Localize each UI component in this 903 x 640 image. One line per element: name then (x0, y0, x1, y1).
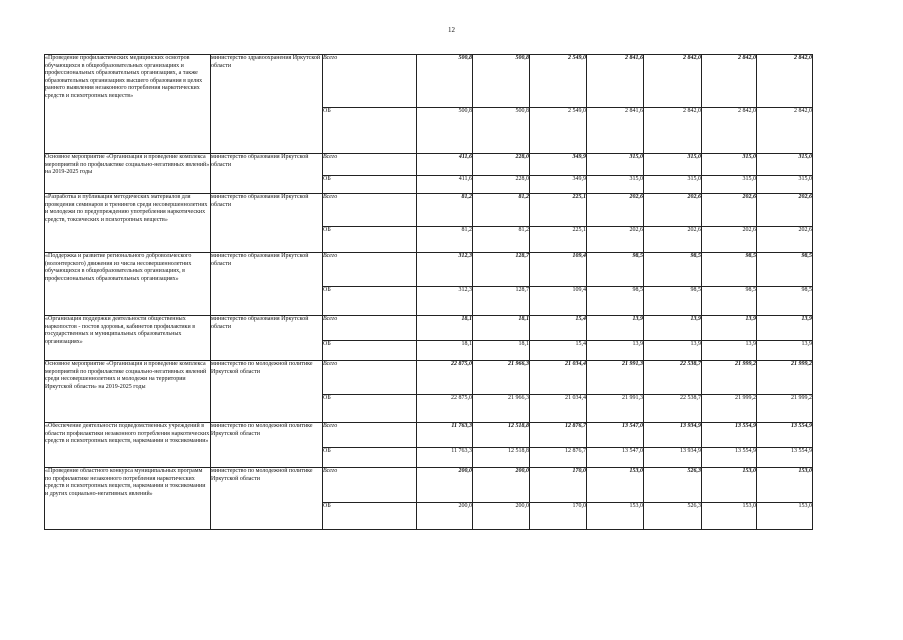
total-value-cell: 11 763,3 (417, 423, 473, 448)
ob-value-cell: 202,6 (702, 227, 757, 253)
ob-value-cell: 228,0 (473, 176, 530, 194)
funding-source-total: Всего (323, 194, 417, 227)
budget-table (44, 54, 813, 530)
ob-value-cell: 98,5 (757, 287, 813, 316)
total-value-cell: 225,1 (530, 194, 587, 227)
ob-value-cell: 81,2 (473, 227, 530, 253)
total-value-cell: 13,9 (702, 316, 757, 341)
ob-value-cell: 200,0 (417, 503, 473, 530)
ob-value-cell: 202,6 (757, 227, 813, 253)
ob-value-cell: 153,0 (757, 503, 813, 530)
funding-source-total: Всего (323, 316, 417, 341)
ob-value-cell: 170,0 (530, 503, 587, 530)
ob-value-cell: 11 763,3 (417, 448, 473, 468)
ob-value-cell: 12 876,7 (530, 448, 587, 468)
total-value-cell: 202,6 (587, 194, 644, 227)
ob-value-cell: 13 554,9 (702, 448, 757, 468)
ob-value-cell: 21 966,3 (473, 395, 530, 423)
responsible-executor: министерство образования Иркутской области (211, 316, 323, 361)
ob-value-cell: 315,0 (587, 176, 644, 194)
page-number: 12 (448, 26, 455, 34)
table-row (45, 253, 813, 287)
total-value-cell: 21 966,3 (473, 361, 530, 395)
total-value-cell: 411,6 (417, 154, 473, 176)
measure-name: Основное мероприятие «Организация и проведение комплекса мероприятий по профилактике социально-негативных явлений» на 2019-2025 годы (45, 154, 211, 194)
total-value-cell: 500,8 (473, 55, 530, 108)
total-value-cell: 200,0 (473, 468, 530, 503)
funding-source-ob: ОБ (323, 448, 417, 468)
measure-name: «Проведение областного конкурса муниципальных программ по профилактике незаконного потребления наркотических средств и психотропных веществ, наркомании и токсикомании и других социально-негативных явлений» (45, 468, 211, 530)
total-value-cell: 200,0 (417, 468, 473, 503)
ob-value-cell: 315,0 (757, 176, 813, 194)
total-value-cell: 2 549,0 (530, 55, 587, 108)
ob-value-cell: 21 999,2 (702, 395, 757, 423)
ob-value-cell: 312,3 (417, 287, 473, 316)
table-row (45, 194, 813, 227)
total-value-cell: 12 518,8 (473, 423, 530, 448)
ob-value-cell: 21 991,3 (587, 395, 644, 423)
funding-source-total: Всего (323, 468, 417, 503)
total-value-cell: 153,0 (702, 468, 757, 503)
total-value-cell: 81,2 (417, 194, 473, 227)
ob-value-cell: 22 875,0 (417, 395, 473, 423)
total-value-cell: 13 934,9 (644, 423, 702, 448)
total-value-cell: 98,5 (644, 253, 702, 287)
table-row (45, 154, 813, 176)
funding-source-total: Всего (323, 253, 417, 287)
table-row (45, 361, 813, 395)
ob-value-cell: 202,6 (587, 227, 644, 253)
measure-name: «Поддержка и развитие регионального добровольческого (волонтерского) движения из числа несовершеннолетних обучающихся в общеобразовательных организациях, в профессиональных образовательных организациях» (45, 253, 211, 316)
ob-value-cell: 13 554,9 (757, 448, 813, 468)
funding-source-ob: ОБ (323, 227, 417, 253)
funding-source-total: Всего (323, 361, 417, 395)
responsible-executor: министерство образования Иркутской области (211, 194, 323, 253)
total-value-cell: 12 876,7 (530, 423, 587, 448)
ob-value-cell: 21 999,2 (757, 395, 813, 423)
ob-value-cell: 202,6 (644, 227, 702, 253)
total-value-cell: 153,0 (587, 468, 644, 503)
funding-source-ob: ОБ (323, 108, 417, 154)
total-value-cell: 98,5 (757, 253, 813, 287)
total-value-cell: 13 554,9 (757, 423, 813, 448)
ob-value-cell: 13,9 (587, 341, 644, 361)
total-value-cell: 15,4 (530, 316, 587, 341)
ob-value-cell: 2 549,0 (530, 108, 587, 154)
total-value-cell: 13,9 (757, 316, 813, 341)
total-value-cell: 315,0 (644, 154, 702, 176)
ob-value-cell: 411,6 (417, 176, 473, 194)
ob-value-cell: 13,9 (644, 341, 702, 361)
total-value-cell: 153,0 (757, 468, 813, 503)
ob-value-cell: 153,0 (587, 503, 644, 530)
total-value-cell: 21 999,2 (757, 361, 813, 395)
ob-value-cell: 349,9 (530, 176, 587, 194)
total-value-cell: 13 554,9 (702, 423, 757, 448)
responsible-executor: министерство образования Иркутской области (211, 253, 323, 316)
measure-name: Основное мероприятие «Организация и проведение комплекса мероприятий по профилактике социально-негативных явлений среди несовершеннолетних и молодежи на территории Иркутской области» на 2019-2025 годы (45, 361, 211, 423)
ob-value-cell: 12 518,8 (473, 448, 530, 468)
total-value-cell: 109,4 (530, 253, 587, 287)
responsible-executor: министерство по молодежной политике Иркутской области (211, 361, 323, 423)
total-value-cell: 228,0 (473, 154, 530, 176)
total-value-cell: 315,0 (702, 154, 757, 176)
ob-value-cell: 526,3 (644, 503, 702, 530)
ob-value-cell: 22 538,7 (644, 395, 702, 423)
ob-value-cell: 13 547,0 (587, 448, 644, 468)
funding-source-total: Всего (323, 55, 417, 108)
measure-name: «Обеспечение деятельности подведомственных учреждений в области профилактики незаконного потребления наркотических средств и психотропных веществ, наркомании и токсикомании» (45, 423, 211, 468)
ob-value-cell: 225,1 (530, 227, 587, 253)
ob-value-cell: 500,8 (417, 108, 473, 154)
funding-source-ob: ОБ (323, 176, 417, 194)
total-value-cell: 21 991,3 (587, 361, 644, 395)
ob-value-cell: 18,1 (473, 341, 530, 361)
measure-name: «Проведение профилактических медицинских осмотров обучающихся в общеобразовательных организациях и профессиональных образовательных организациях, а также образовательных организациях высшего образования в целях раннего выявления незаконного потребления наркотических средств и психотропных веществ» (45, 55, 211, 154)
ob-value-cell: 81,2 (417, 227, 473, 253)
ob-value-cell: 315,0 (644, 176, 702, 194)
total-value-cell: 128,7 (473, 253, 530, 287)
ob-value-cell: 200,0 (473, 503, 530, 530)
ob-value-cell: 2 841,6 (587, 108, 644, 154)
table-row (45, 55, 813, 108)
ob-value-cell: 13,9 (702, 341, 757, 361)
total-value-cell: 315,0 (757, 154, 813, 176)
table-row (45, 316, 813, 341)
ob-value-cell: 2 842,0 (757, 108, 813, 154)
total-value-cell: 315,0 (587, 154, 644, 176)
ob-value-cell: 109,4 (530, 287, 587, 316)
funding-source-ob: ОБ (323, 287, 417, 316)
total-value-cell: 18,1 (417, 316, 473, 341)
ob-value-cell: 98,5 (702, 287, 757, 316)
responsible-executor: министерство по молодежной политике Иркутской области (211, 468, 323, 530)
total-value-cell: 22 875,0 (417, 361, 473, 395)
total-value-cell: 202,6 (757, 194, 813, 227)
ob-value-cell: 500,8 (473, 108, 530, 154)
total-value-cell: 2 842,0 (757, 55, 813, 108)
ob-value-cell: 2 842,0 (702, 108, 757, 154)
responsible-executor: министерство по молодежной политике Иркутской области (211, 423, 323, 468)
total-value-cell: 202,6 (702, 194, 757, 227)
funding-source-ob: ОБ (323, 395, 417, 423)
ob-value-cell: 153,0 (702, 503, 757, 530)
total-value-cell: 526,3 (644, 468, 702, 503)
measure-name: «Разработка и публикация методических материалов для проведения семинаров и тренингов среди несовершеннолетних и молодежи по предупреждению употребления наркотических средств, токсических и психотропных веществ» (45, 194, 211, 253)
total-value-cell: 2 842,0 (644, 55, 702, 108)
table-row (45, 468, 813, 503)
funding-source-total: Всего (323, 154, 417, 176)
ob-value-cell: 315,0 (702, 176, 757, 194)
ob-value-cell: 21 034,4 (530, 395, 587, 423)
table-row (45, 423, 813, 448)
funding-source-total: Всего (323, 423, 417, 448)
total-value-cell: 170,0 (530, 468, 587, 503)
ob-value-cell: 15,4 (530, 341, 587, 361)
total-value-cell: 22 538,7 (644, 361, 702, 395)
ob-value-cell: 18,1 (417, 341, 473, 361)
total-value-cell: 21 999,2 (702, 361, 757, 395)
funding-source-ob: ОБ (323, 341, 417, 361)
measure-name: «Организация поддержки деятельности общественных наркопостов - постов здоровья, кабинетов профилактики в государственных и муниципальных образовательных организациях» (45, 316, 211, 361)
ob-value-cell: 2 842,0 (644, 108, 702, 154)
total-value-cell: 312,3 (417, 253, 473, 287)
total-value-cell: 2 841,6 (587, 55, 644, 108)
responsible-executor: министерство здравоохранения Иркутской области (211, 55, 323, 154)
total-value-cell: 21 034,4 (530, 361, 587, 395)
ob-value-cell: 128,7 (473, 287, 530, 316)
total-value-cell: 18,1 (473, 316, 530, 341)
total-value-cell: 2 842,0 (702, 55, 757, 108)
ob-value-cell: 13 934,9 (644, 448, 702, 468)
ob-value-cell: 98,5 (587, 287, 644, 316)
responsible-executor: министерство образования Иркутской области (211, 154, 323, 194)
total-value-cell: 13,9 (587, 316, 644, 341)
total-value-cell: 202,6 (644, 194, 702, 227)
ob-value-cell: 98,5 (644, 287, 702, 316)
total-value-cell: 500,8 (417, 55, 473, 108)
total-value-cell: 13 547,0 (587, 423, 644, 448)
funding-source-ob: ОБ (323, 503, 417, 530)
total-value-cell: 98,5 (702, 253, 757, 287)
ob-value-cell: 13,9 (757, 341, 813, 361)
total-value-cell: 349,9 (530, 154, 587, 176)
total-value-cell: 13,9 (644, 316, 702, 341)
total-value-cell: 98,5 (587, 253, 644, 287)
total-value-cell: 81,2 (473, 194, 530, 227)
